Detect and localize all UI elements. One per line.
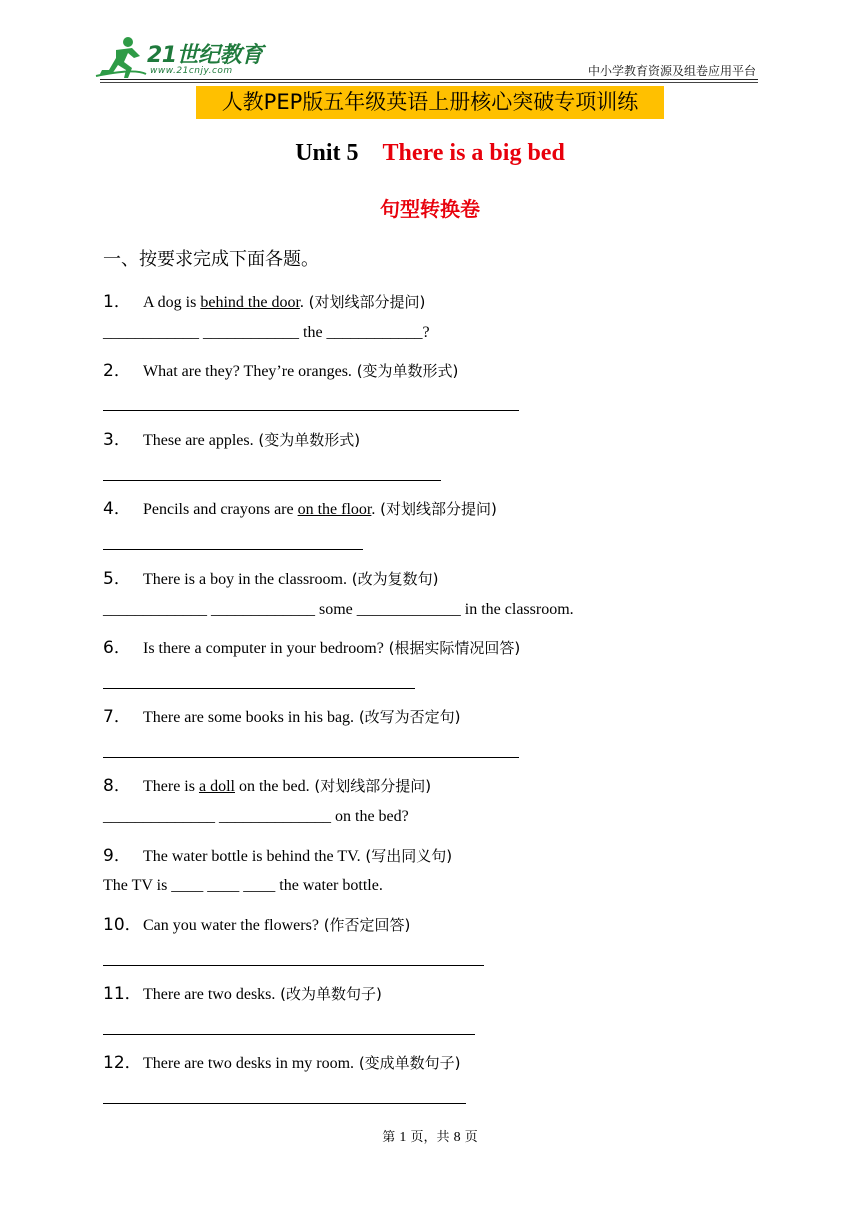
answer-line[interactable] (103, 1103, 466, 1104)
question-5: 5． There is a boy in the classroom. (改为复数句) (103, 569, 439, 589)
underlined-phrase: on the floor (297, 501, 372, 518)
unit-label: Unit 5 (295, 140, 359, 166)
question-12: 12．There are two desks in my room. (变成单数句子) (103, 1053, 461, 1073)
header-rule-thin (100, 82, 758, 83)
question-7: 7． There are some books in his bag. (改写为否定句) (103, 707, 461, 727)
answer-line[interactable] (103, 549, 363, 550)
question-9: 9． The water bottle is behind the TV. (写出同义句) (103, 846, 453, 866)
worksheet-subtitle: 句型转换卷 (380, 197, 480, 221)
page-footer: 第 1 页，共 8 页 (382, 1130, 478, 1145)
question-2: 2． What are they? They’re oranges. (变为单数形式) (103, 361, 459, 381)
answer-line[interactable] (103, 1034, 475, 1035)
series-banner: 人教PEP版五年级英语上册核心突破专项训练 (196, 86, 664, 119)
page-total: 8 (453, 1130, 461, 1145)
question-8: 8． There is a doll on the bed. (对划线部分提问) (103, 776, 432, 796)
logo-url: www.21cnjy.com (150, 66, 233, 76)
underlined-phrase: behind the door (200, 294, 300, 311)
question-3: 3． These are apples. (变为单数形式) (103, 430, 361, 450)
question-1: 1． A dog is behind the door. (对划线部分提问) (103, 292, 426, 312)
answer-line[interactable] (103, 757, 519, 758)
answer-line[interactable] (103, 688, 415, 689)
question-6: 6． Is there a computer in your bedroom? (根据实际情况回答) (103, 638, 521, 658)
answer-line[interactable] (103, 965, 484, 966)
header-platform-text: 中小学教育资源及组卷应用平台 (587, 64, 756, 78)
answer-9-blanks[interactable]: The TV is ____ ____ ____ the water bottle. (103, 877, 383, 894)
answer-5-blanks[interactable]: _____________ _____________ some _____________ in the classroom. (103, 601, 574, 618)
page-number: 1 (399, 1130, 407, 1145)
logo-text: 21世纪教育 (147, 43, 263, 68)
unit-name: There is a big bed (382, 140, 565, 166)
answer-8-blanks[interactable]: ______________ ______________ on the bed? (103, 808, 409, 825)
answer-1-blanks[interactable]: ____________ ____________ the ____________? (103, 324, 430, 341)
answer-line[interactable] (103, 410, 519, 411)
question-4: 4． Pencils and crayons are on the floor. (对划线部分提问) (103, 499, 497, 519)
underlined-phrase: a doll (198, 778, 235, 795)
answer-line[interactable] (103, 480, 441, 481)
header-rule (100, 79, 758, 80)
question-11: 11．There are two desks. (改为单数句子) (103, 984, 382, 1004)
section-title: 一、按要求完成下面各题。 (103, 249, 319, 270)
question-10: 10．Can you water the flowers? (作否定回答) (103, 915, 411, 935)
unit-title (0, 140, 860, 167)
